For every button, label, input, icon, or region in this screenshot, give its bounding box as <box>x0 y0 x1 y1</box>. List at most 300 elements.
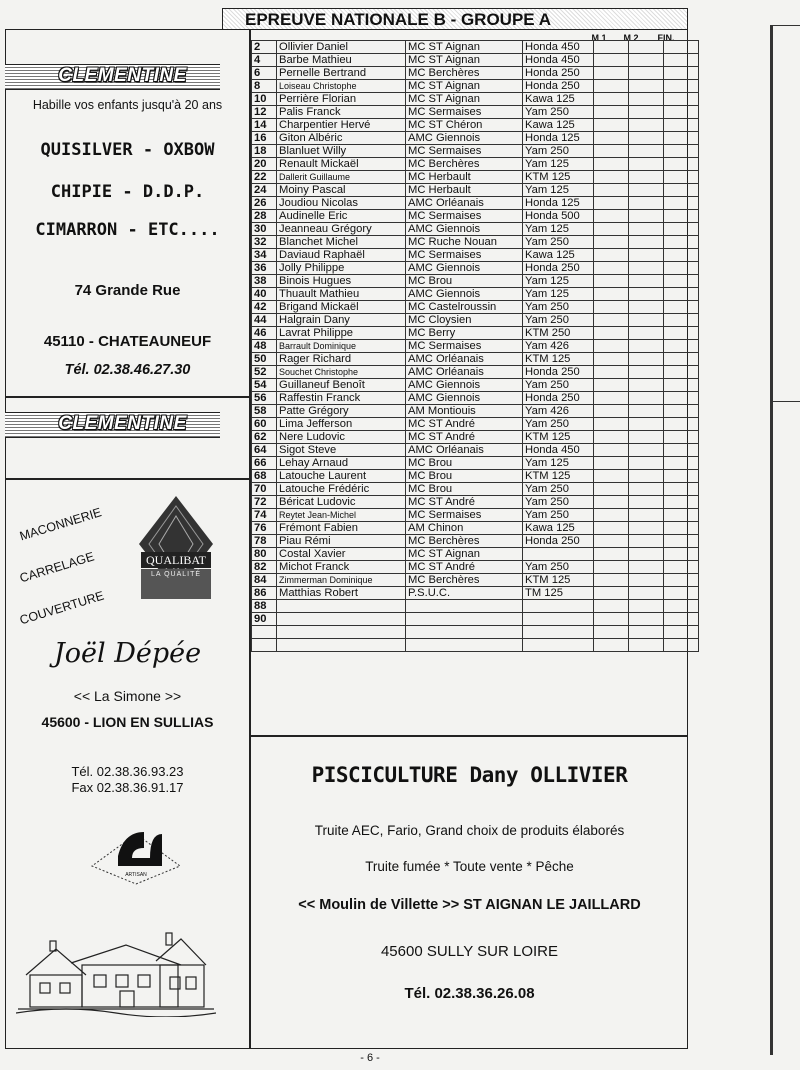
artisan-label: ARTISAN <box>125 872 147 878</box>
score-m1 <box>594 106 629 119</box>
rider-bike: Yam 125 <box>523 158 594 171</box>
score-m2 <box>629 132 664 145</box>
table-row <box>252 184 699 197</box>
score-fn <box>664 158 699 171</box>
score-fn <box>664 522 699 535</box>
rider-bike: Yam 250 <box>523 483 594 496</box>
rider-club <box>406 639 523 652</box>
rider-name: Latouche Laurent <box>277 470 406 483</box>
rider-number: 28 <box>252 210 277 223</box>
table-row <box>252 392 699 405</box>
score-m2 <box>629 496 664 509</box>
depee-fax: Fax 02.38.36.91.17 <box>71 780 184 795</box>
rider-club: MC Castelroussin <box>406 301 523 314</box>
rider-bike: Yam 125 <box>523 223 594 236</box>
rider-number: 54 <box>252 379 277 392</box>
rider-number: 38 <box>252 275 277 288</box>
score-m2 <box>629 158 664 171</box>
rider-number: 62 <box>252 431 277 444</box>
score-fn <box>664 444 699 457</box>
rider-number: 44 <box>252 314 277 327</box>
score-fn <box>664 93 699 106</box>
table-row <box>252 301 699 314</box>
rider-club: MC ST André <box>406 496 523 509</box>
rider-bike: Honda 500 <box>523 210 594 223</box>
rider-bike: Kawa 125 <box>523 522 594 535</box>
score-fn <box>664 561 699 574</box>
score-m1 <box>594 444 629 457</box>
score-m2 <box>629 405 664 418</box>
depee-city: 45600 - LION EN SULLIAS <box>41 714 214 730</box>
score-fn <box>664 41 699 54</box>
rider-name <box>277 613 406 626</box>
score-m2 <box>629 548 664 561</box>
table-row <box>252 639 699 652</box>
rider-name: Guillaneuf Benoît <box>277 379 406 392</box>
table-row <box>252 444 699 457</box>
rider-name: Jeanneau Grégory <box>277 223 406 236</box>
rider-bike: Yam 250 <box>523 561 594 574</box>
score-m1 <box>594 431 629 444</box>
rider-name: Renault Mickaël <box>277 158 406 171</box>
table-row <box>252 288 699 301</box>
rider-club: AMC Giennois <box>406 392 523 405</box>
rider-name: Binois Hugues <box>277 275 406 288</box>
score-m1 <box>594 639 629 652</box>
score-m2 <box>629 379 664 392</box>
rider-number: 8 <box>252 80 277 93</box>
rider-name: Blanchet Michel <box>277 236 406 249</box>
rider-number: 42 <box>252 301 277 314</box>
rider-number: 90 <box>252 613 277 626</box>
rider-name: Charpentier Hervé <box>277 119 406 132</box>
table-row <box>252 535 699 548</box>
rider-name: Giton Albéric <box>277 132 406 145</box>
rider-number: 66 <box>252 457 277 470</box>
score-m1 <box>594 561 629 574</box>
rider-bike: Yam 250 <box>523 236 594 249</box>
score-fn <box>664 145 699 158</box>
rider-bike: Kawa 125 <box>523 249 594 262</box>
rider-name: Dallerit Guillaume <box>277 171 406 184</box>
score-m2 <box>629 444 664 457</box>
table-row <box>252 431 699 444</box>
rider-number: 82 <box>252 561 277 574</box>
ollivier-line-3: << Moulin de Villette >> ST AIGNAN LE JAILLARD <box>298 897 641 913</box>
rider-number: 78 <box>252 535 277 548</box>
table-row <box>252 158 699 171</box>
score-fn <box>664 223 699 236</box>
rider-number: 22 <box>252 171 277 184</box>
table-row <box>252 106 699 119</box>
table-row <box>252 457 699 470</box>
rider-bike: Yam 250 <box>523 418 594 431</box>
rider-name: Daviaud Raphaël <box>277 249 406 262</box>
score-m1 <box>594 457 629 470</box>
rider-bike: KTM 125 <box>523 574 594 587</box>
rider-number <box>252 626 277 639</box>
clementine-brand-3: CIMARRON - ETC.... <box>35 220 220 240</box>
rider-club: AMC Giennois <box>406 379 523 392</box>
table-row <box>252 197 699 210</box>
score-m2 <box>629 639 664 652</box>
rider-club: MC ST André <box>406 561 523 574</box>
rider-number <box>252 639 277 652</box>
table-row <box>252 366 699 379</box>
left-divider-2 <box>5 478 250 480</box>
score-m2 <box>629 522 664 535</box>
table-row <box>252 262 699 275</box>
rider-bike: Yam 125 <box>523 288 594 301</box>
rider-bike: Yam 250 <box>523 314 594 327</box>
score-m1 <box>594 470 629 483</box>
score-fn <box>664 613 699 626</box>
score-m1 <box>594 535 629 548</box>
rider-club: MC ST André <box>406 418 523 431</box>
score-m2 <box>629 223 664 236</box>
rider-name: Patte Grégory <box>277 405 406 418</box>
rider-name: Audinelle Eric <box>277 210 406 223</box>
rider-number: 36 <box>252 262 277 275</box>
rider-name: Joudiou Nicolas <box>277 197 406 210</box>
rider-bike: Honda 250 <box>523 392 594 405</box>
table-row <box>252 314 699 327</box>
score-m2 <box>629 613 664 626</box>
rider-bike: Yam 250 <box>523 301 594 314</box>
score-m2 <box>629 275 664 288</box>
rider-club: MC Brou <box>406 483 523 496</box>
rider-club: AMC Orléanais <box>406 353 523 366</box>
score-m1 <box>594 288 629 301</box>
rider-number: 88 <box>252 600 277 613</box>
score-m1 <box>594 574 629 587</box>
rider-number: 32 <box>252 236 277 249</box>
rider-name: Souchet Christophe <box>277 366 406 379</box>
rider-number: 26 <box>252 197 277 210</box>
rider-name: Barrault Dominique <box>277 340 406 353</box>
rider-name: Brigand Mickaël <box>277 301 406 314</box>
score-fn <box>664 535 699 548</box>
score-fn <box>664 171 699 184</box>
score-fn <box>664 236 699 249</box>
score-m1 <box>594 587 629 600</box>
rider-bike: Honda 250 <box>523 80 594 93</box>
table-row <box>252 418 699 431</box>
trade-maconnerie: MACONNERIE <box>18 505 104 544</box>
score-fn <box>664 470 699 483</box>
clementine-tagline: Habille vos enfants jusqu'à 20 ans <box>32 98 223 112</box>
score-m2 <box>629 314 664 327</box>
score-fn <box>664 574 699 587</box>
score-m2 <box>629 574 664 587</box>
col-m1-header: M 1 <box>591 33 607 43</box>
score-m1 <box>594 210 629 223</box>
rider-name <box>277 626 406 639</box>
score-fn <box>664 626 699 639</box>
rider-number: 40 <box>252 288 277 301</box>
score-fn <box>664 210 699 223</box>
rider-name: Raffestin Franck <box>277 392 406 405</box>
score-fn <box>664 483 699 496</box>
qualibat-label: QUALIBAT <box>146 553 206 567</box>
rider-bike: KTM 250 <box>523 327 594 340</box>
rider-club: MC Berry <box>406 327 523 340</box>
rider-number: 56 <box>252 392 277 405</box>
score-m1 <box>594 379 629 392</box>
score-fn <box>664 392 699 405</box>
score-m1 <box>594 626 629 639</box>
rider-number: 86 <box>252 587 277 600</box>
rider-bike: Yam 125 <box>523 457 594 470</box>
ollivier-ad <box>251 735 688 1051</box>
artisan-logo <box>88 826 184 888</box>
rider-name: Lima Jefferson <box>277 418 406 431</box>
rider-name: Béricat Ludovic <box>277 496 406 509</box>
rider-name: Michot Franck <box>277 561 406 574</box>
rider-club: P.S.U.C. <box>406 587 523 600</box>
clementine-address: 74 Grande Rue <box>74 282 181 299</box>
rider-bike: KTM 125 <box>523 470 594 483</box>
rider-name: Perrière Florian <box>277 93 406 106</box>
table-row <box>252 145 699 158</box>
rider-number: 12 <box>252 106 277 119</box>
clementine-banner <box>5 64 220 90</box>
rider-number: 74 <box>252 509 277 522</box>
score-m2 <box>629 561 664 574</box>
rider-name: Reytet Jean-Michel <box>277 509 406 522</box>
rider-number: 50 <box>252 353 277 366</box>
results-title: EPREUVE NATIONALE B - GROUPE A <box>244 10 552 29</box>
rider-bike: Honda 250 <box>523 535 594 548</box>
rider-bike: Honda 250 <box>523 262 594 275</box>
rider-bike: Yam 250 <box>523 145 594 158</box>
rider-club: MC ST Aignan <box>406 93 523 106</box>
rider-number: 18 <box>252 145 277 158</box>
rider-number: 10 <box>252 93 277 106</box>
table-row <box>252 210 699 223</box>
rider-club: MC ST Aignan <box>406 41 523 54</box>
score-m2 <box>629 171 664 184</box>
table-row <box>252 405 699 418</box>
rider-club: MC Brou <box>406 470 523 483</box>
score-m1 <box>594 366 629 379</box>
score-m2 <box>629 626 664 639</box>
score-m2 <box>629 184 664 197</box>
rider-club: MC Berchères <box>406 158 523 171</box>
score-m2 <box>629 431 664 444</box>
score-m2 <box>629 353 664 366</box>
rider-number: 76 <box>252 522 277 535</box>
score-m1 <box>594 80 629 93</box>
score-m2 <box>629 509 664 522</box>
clementine-brand-1: QUISILVER - OXBOW <box>40 140 215 160</box>
rider-name: Matthias Robert <box>277 587 406 600</box>
score-fn <box>664 80 699 93</box>
qualibat-subtitle: LA QUALITÉ <box>150 571 202 578</box>
table-row <box>252 626 699 639</box>
rider-name: Piau Rémi <box>277 535 406 548</box>
rider-club <box>406 613 523 626</box>
rider-bike: KTM 125 <box>523 353 594 366</box>
score-m1 <box>594 145 629 158</box>
score-m2 <box>629 366 664 379</box>
col-fin-header: FIN. <box>657 33 675 43</box>
score-m1 <box>594 262 629 275</box>
score-fn <box>664 496 699 509</box>
depee-place: << La Simone >> <box>73 688 182 704</box>
score-m1 <box>594 496 629 509</box>
rider-club: AMC Orléanais <box>406 366 523 379</box>
table-row <box>252 41 699 54</box>
results-table <box>251 40 699 652</box>
rider-club: AMC Giennois <box>406 223 523 236</box>
rider-club: MC ST Aignan <box>406 80 523 93</box>
rider-name: Lavrat Philippe <box>277 327 406 340</box>
rider-name: Zimmerman Dominique <box>277 574 406 587</box>
score-m1 <box>594 353 629 366</box>
rider-bike: Honda 250 <box>523 67 594 80</box>
score-fn <box>664 353 699 366</box>
table-row <box>252 132 699 145</box>
score-m2 <box>629 470 664 483</box>
rider-bike: KTM 125 <box>523 171 594 184</box>
rider-number: 84 <box>252 574 277 587</box>
next-page-box <box>773 25 800 402</box>
rider-number: 46 <box>252 327 277 340</box>
rider-bike: Yam 125 <box>523 184 594 197</box>
score-m2 <box>629 587 664 600</box>
table-row <box>252 548 699 561</box>
score-m1 <box>594 405 629 418</box>
depee-tel: Tél. 02.38.36.93.23 <box>71 764 184 779</box>
score-m1 <box>594 223 629 236</box>
rider-name: Palis Franck <box>277 106 406 119</box>
table-row <box>252 67 699 80</box>
score-fn <box>664 509 699 522</box>
rider-club: MC ST Chéron <box>406 119 523 132</box>
score-fn <box>664 197 699 210</box>
rider-number: 6 <box>252 67 277 80</box>
score-m1 <box>594 418 629 431</box>
rider-club <box>406 600 523 613</box>
rider-club: MC Cloysien <box>406 314 523 327</box>
rider-club: AMC Giennois <box>406 262 523 275</box>
rider-name: Thuault Mathieu <box>277 288 406 301</box>
clementine-phone: Tél. 02.38.46.27.30 <box>64 362 191 378</box>
score-m1 <box>594 236 629 249</box>
score-fn <box>664 548 699 561</box>
rider-number: 70 <box>252 483 277 496</box>
score-m2 <box>629 80 664 93</box>
rider-club: MC Brou <box>406 275 523 288</box>
score-m1 <box>594 41 629 54</box>
rider-bike <box>523 613 594 626</box>
page-number: - 6 - <box>360 1052 380 1064</box>
score-m1 <box>594 522 629 535</box>
score-fn <box>664 288 699 301</box>
ollivier-line-2: Truite fumée * Toute vente * Pêche <box>365 859 574 874</box>
table-row <box>252 509 699 522</box>
rider-number: 24 <box>252 184 277 197</box>
rider-club: MC Sermaises <box>406 509 523 522</box>
rider-bike: Yam 426 <box>523 405 594 418</box>
rider-club: MC Sermaises <box>406 249 523 262</box>
rider-club: AMC Giennois <box>406 288 523 301</box>
rider-bike: Yam 250 <box>523 106 594 119</box>
table-row <box>252 236 699 249</box>
rider-name <box>277 639 406 652</box>
clementine-banner-text: CLEMENTINE <box>58 65 187 86</box>
rider-bike: Yam 250 <box>523 509 594 522</box>
trade-carrelage: CARRELAGE <box>18 549 96 586</box>
rider-name: Halgrain Dany <box>277 314 406 327</box>
score-fn <box>664 184 699 197</box>
rider-club: MC ST Aignan <box>406 548 523 561</box>
rider-bike: Honda 450 <box>523 41 594 54</box>
rider-bike <box>523 639 594 652</box>
score-m1 <box>594 275 629 288</box>
table-row <box>252 93 699 106</box>
score-fn <box>664 418 699 431</box>
score-m1 <box>594 132 629 145</box>
score-m1 <box>594 327 629 340</box>
table-row <box>252 327 699 340</box>
score-m2 <box>629 197 664 210</box>
rider-name: Rager Richard <box>277 353 406 366</box>
house-drawing <box>16 925 216 1017</box>
rider-number: 72 <box>252 496 277 509</box>
score-m2 <box>629 600 664 613</box>
table-row <box>252 574 699 587</box>
rider-number: 16 <box>252 132 277 145</box>
rider-club: MC Berchères <box>406 535 523 548</box>
rider-name: Latouche Frédéric <box>277 483 406 496</box>
score-m1 <box>594 54 629 67</box>
score-m2 <box>629 67 664 80</box>
score-m1 <box>594 184 629 197</box>
rider-club: MC Sermaises <box>406 340 523 353</box>
rider-number: 20 <box>252 158 277 171</box>
rider-name: Jolly Philippe <box>277 262 406 275</box>
score-m1 <box>594 171 629 184</box>
score-m1 <box>594 600 629 613</box>
rider-bike <box>523 626 594 639</box>
rider-bike: Honda 450 <box>523 444 594 457</box>
rider-bike: Honda 125 <box>523 132 594 145</box>
table-row <box>252 587 699 600</box>
rider-club: AMC Orléanais <box>406 197 523 210</box>
score-fn <box>664 262 699 275</box>
rider-bike: TM 125 <box>523 587 594 600</box>
rider-club: AM Montiouis <box>406 405 523 418</box>
rider-club: MC ST André <box>406 431 523 444</box>
score-fn <box>664 106 699 119</box>
score-fn <box>664 301 699 314</box>
score-fn <box>664 366 699 379</box>
table-row <box>252 613 699 626</box>
score-m1 <box>594 392 629 405</box>
score-fn <box>664 340 699 353</box>
score-fn <box>664 327 699 340</box>
rider-number: 2 <box>252 41 277 54</box>
score-fn <box>664 457 699 470</box>
score-m1 <box>594 197 629 210</box>
score-m2 <box>629 327 664 340</box>
rider-club: MC Berchères <box>406 67 523 80</box>
rider-bike: Kawa 125 <box>523 93 594 106</box>
table-row <box>252 223 699 236</box>
rider-club: MC Ruche Nouan <box>406 236 523 249</box>
